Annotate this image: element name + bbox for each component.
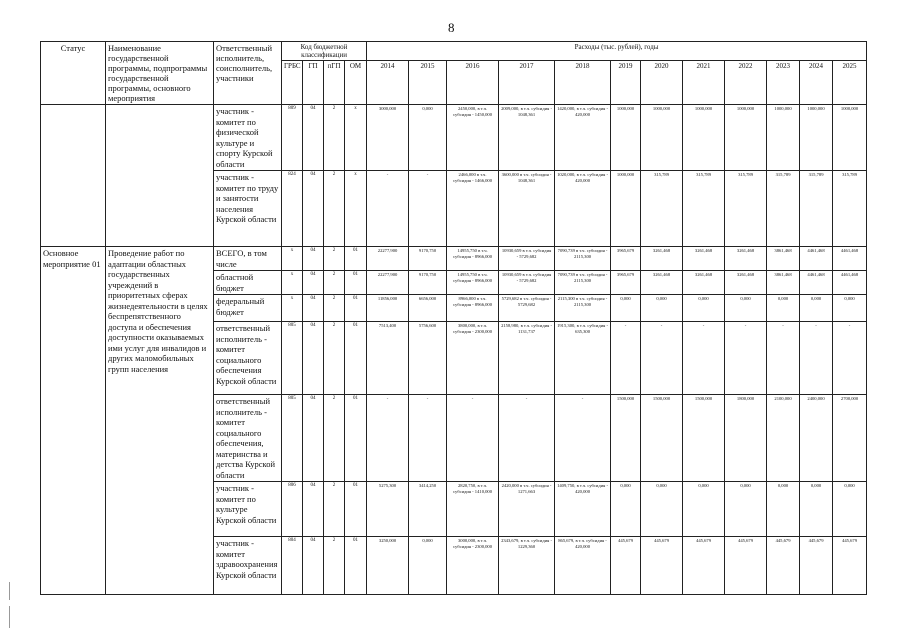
value-cell: 5729,682 в т.ч. субсидия - 5729,682 (499, 295, 555, 322)
value-cell: 4461,468 (800, 247, 833, 271)
value-cell: 22277,900 (367, 247, 409, 271)
value-cell: 1000,000 (683, 105, 725, 171)
budget-table-sheet (40, 41, 866, 595)
header-name: Наименование государственной программы, подпрограммы государственной программы, основного мероприятия (106, 42, 214, 105)
value-cell: - (767, 322, 800, 395)
value-cell: - (725, 322, 767, 395)
code-col-header: пГП (324, 61, 345, 105)
value-cell: 2158,980, в т.ч. субсидия - 1131,737 (499, 322, 555, 395)
code-cell: 2 (324, 395, 345, 482)
value-cell: 1500,000 (641, 395, 683, 482)
value-cell: 3261,468 (683, 271, 725, 295)
value-cell: 3000,000 (367, 105, 409, 171)
value-cell: 445,679 (833, 537, 867, 595)
scan-mark (9, 582, 10, 600)
value-cell: 3261,468 (683, 247, 725, 271)
value-cell: 3861,468 (767, 271, 800, 295)
code-cell: х (282, 295, 303, 322)
value-cell: 1000,000 (611, 171, 641, 247)
value-cell: 315,789 (833, 171, 867, 247)
code-cell: х (345, 171, 367, 247)
executor-cell: ответственный исполнитель - комитет социального обеспечения, материнства и детства Курской области (214, 395, 282, 482)
value-cell: 0,000 (611, 482, 641, 537)
code-cell: 04 (303, 295, 324, 322)
name-cell (106, 105, 214, 247)
value-cell: 11856,000 (367, 295, 409, 322)
year-header: 2015 (409, 61, 447, 105)
value-cell: - (683, 322, 725, 395)
value-cell: 4461,468 (833, 247, 867, 271)
table-row (41, 247, 867, 271)
status-cell: Основное мероприятие 01 (41, 247, 106, 595)
value-cell: - (409, 395, 447, 482)
code-cell: 804 (282, 537, 303, 595)
year-header: 2014 (367, 61, 409, 105)
value-cell: 10930,659 в т.ч. субсидия - 5729,682 (499, 271, 555, 295)
value-cell: 0,000 (767, 482, 800, 537)
header-expenses: Расходы (тыс. рублей), годы (367, 42, 867, 61)
value-cell: 1500,000 (611, 395, 641, 482)
header-budget-code: Код бюджетной классификации (282, 42, 367, 61)
value-cell: 4461,468 (833, 271, 867, 295)
value-cell: 2100,000 (767, 395, 800, 482)
value-cell: 10930,659 в т.ч. субсидия - 5729,682 (499, 247, 555, 271)
value-cell: 1000,000 (767, 105, 800, 171)
year-header: 2019 (611, 61, 641, 105)
executor-cell: ответственный исполнитель - комитет социального обеспечения Курской области (214, 322, 282, 395)
value-cell: 5275,300 (367, 482, 409, 537)
value-cell: 0,000 (833, 295, 867, 322)
value-cell: 315,789 (641, 171, 683, 247)
code-col-header: ОМ (345, 61, 367, 105)
executor-cell: участник - комитет по культуре Курской области (214, 482, 282, 537)
value-cell: 8966,000 в т.ч. субсидия - 8966,000 (447, 295, 499, 322)
value-cell: 315,789 (725, 171, 767, 247)
value-cell: 2343,679, в т.ч. субсидия - 1229,360 (499, 537, 555, 595)
value-cell: 0,000 (641, 482, 683, 537)
value-cell: - (611, 322, 641, 395)
year-header: 2017 (499, 61, 555, 105)
value-cell: 4461,468 (800, 271, 833, 295)
code-cell: 824 (282, 171, 303, 247)
value-cell: 3965,679 (611, 247, 641, 271)
value-cell: 2450,000, в т.ч. субсидия - 1450,000 (447, 105, 499, 171)
value-cell: 9170,750 (409, 247, 447, 271)
value-cell: 3414,250 (409, 482, 447, 537)
value-cell: 1915,300, в т.ч. субсидия - 635,300 (555, 322, 611, 395)
value-cell: 0,000 (683, 295, 725, 322)
code-cell: 809 (282, 105, 303, 171)
value-cell: 1000,000 (725, 105, 767, 171)
code-cell: 805 (282, 395, 303, 482)
code-col-header: ГРБС (282, 61, 303, 105)
value-cell: 1000,000 (611, 105, 641, 171)
value-cell: 14955,750 в т.ч. субсидия - 8966,000 (447, 271, 499, 295)
year-header: 2016 (447, 61, 499, 105)
value-cell: 2420,000 в т.ч. субсидия - 1271,663 (499, 482, 555, 537)
value-cell: 2400,000 (800, 395, 833, 482)
value-cell: 0,000 (725, 295, 767, 322)
executor-cell: федеральный бюджет (214, 295, 282, 322)
value-cell: 1500,000 (683, 395, 725, 482)
status-cell (41, 105, 106, 247)
table-row (41, 105, 867, 171)
value-cell: 1000,000 (833, 105, 867, 171)
code-cell: 01 (345, 395, 367, 482)
value-cell: - (447, 395, 499, 482)
code-cell: х (282, 247, 303, 271)
value-cell: 3261,468 (641, 247, 683, 271)
value-cell: 14955,750 в т.ч. субсидия - 8966,000 (447, 247, 499, 271)
code-cell: 2 (324, 247, 345, 271)
value-cell: 3600,000 в т.ч. субсидия - 1048,361 (499, 171, 555, 247)
value-cell: 3250,000 (367, 537, 409, 595)
header-status: Статус (41, 42, 106, 105)
code-cell: 04 (303, 395, 324, 482)
code-cell: 04 (303, 105, 324, 171)
value-cell: 1000,000 (641, 105, 683, 171)
code-cell: 2 (324, 171, 345, 247)
name-cell: Проведение работ по адаптации областных государственных учреждений в приоритетных сферах жизнедеятельности в целях беспрепятственного доступа и обеспечения доступности оказываемых ими услуг для инвалидов и других маломобильных групп населения (106, 247, 214, 595)
value-cell: 3261,468 (725, 271, 767, 295)
value-cell: - (409, 171, 447, 247)
value-cell: 1800,000 (725, 395, 767, 482)
value-cell: 7090,739 в т.ч. субсидия - 2115,300 (555, 271, 611, 295)
value-cell: - (367, 395, 409, 482)
code-cell: 04 (303, 537, 324, 595)
code-cell: 805 (282, 322, 303, 395)
value-cell: 1000,000 (800, 105, 833, 171)
code-cell: 806 (282, 482, 303, 537)
value-cell: 445,679 (611, 537, 641, 595)
value-cell: 445,679 (767, 537, 800, 595)
year-header: 2018 (555, 61, 611, 105)
value-cell: 7513,400 (367, 322, 409, 395)
value-cell: 3261,468 (725, 247, 767, 271)
value-cell: 315,789 (800, 171, 833, 247)
value-cell: 0,000 (409, 537, 447, 595)
value-cell: 445,679 (725, 537, 767, 595)
value-cell: 315,789 (767, 171, 800, 247)
page-number: 8 (448, 20, 455, 35)
value-cell: - (641, 322, 683, 395)
code-cell: 2 (324, 322, 345, 395)
header-executor: Ответственный исполнитель, соисполнитель, участники (214, 42, 282, 105)
year-header: 2020 (641, 61, 683, 105)
value-cell: 0,000 (725, 482, 767, 537)
value-cell: 0,000 (800, 295, 833, 322)
value-cell: 2700,000 (833, 395, 867, 482)
executor-cell: участник - комитет здравоохранения Курской области (214, 537, 282, 595)
year-header: 2022 (725, 61, 767, 105)
value-cell: 0,000 (833, 482, 867, 537)
value-cell: 2009,000, в т.ч. субсидия - 1048,361 (499, 105, 555, 171)
code-col-header: ГП (303, 61, 324, 105)
value-cell: - (555, 395, 611, 482)
code-cell: х (282, 271, 303, 295)
code-cell: 04 (303, 247, 324, 271)
year-header: 2024 (800, 61, 833, 105)
code-cell: 2 (324, 271, 345, 295)
value-cell: 3861,468 (767, 247, 800, 271)
value-cell: 1420,000, в т.ч. субсидия - 420,000 (555, 105, 611, 171)
value-cell: 315,789 (683, 171, 725, 247)
value-cell: 0,000 (641, 295, 683, 322)
code-cell: 01 (345, 537, 367, 595)
value-cell: 7090,739 в т.ч. субсидия - 2115,300 (555, 247, 611, 271)
year-header: 2021 (683, 61, 725, 105)
code-cell: х (345, 105, 367, 171)
value-cell: 0,000 (409, 105, 447, 171)
value-cell: - (367, 171, 409, 247)
code-cell: 04 (303, 482, 324, 537)
value-cell: - (833, 322, 867, 395)
value-cell: - (800, 322, 833, 395)
value-cell: 0,000 (683, 482, 725, 537)
value-cell: 9170,750 (409, 271, 447, 295)
value-cell: 0,000 (800, 482, 833, 537)
code-cell: 04 (303, 322, 324, 395)
code-cell: 01 (345, 322, 367, 395)
value-cell: 2115,300 в т.ч. субсидия - 2115,300 (555, 295, 611, 322)
value-cell: 2820,750, в т.ч. субсидия - 1410,000 (447, 482, 499, 537)
code-cell: 2 (324, 105, 345, 171)
code-cell: 01 (345, 295, 367, 322)
value-cell: 2466,000 в т.ч. субсидия - 1466,000 (447, 171, 499, 247)
budget-table (40, 41, 867, 595)
executor-cell: участник - комитет по физической культуре и спорту Курской области (214, 105, 282, 171)
executor-cell: ВСЕГО, в том числе (214, 247, 282, 271)
code-cell: 01 (345, 247, 367, 271)
scan-mark (9, 606, 10, 628)
code-cell: 2 (324, 537, 345, 595)
value-cell: 1020,000, в т.ч. субсидия - 420,000 (555, 171, 611, 247)
value-cell: - (499, 395, 555, 482)
value-cell: 865,679, в т.ч. субсидия - 420,000 (555, 537, 611, 595)
value-cell: 3965,679 (611, 271, 641, 295)
value-cell: 22277,900 (367, 271, 409, 295)
year-header: 2023 (767, 61, 800, 105)
code-cell: 01 (345, 482, 367, 537)
value-cell: 445,679 (641, 537, 683, 595)
value-cell: 0,000 (767, 295, 800, 322)
value-cell: 0,000 (611, 295, 641, 322)
code-cell: 2 (324, 295, 345, 322)
executor-cell: областной бюджет (214, 271, 282, 295)
value-cell: 5756,600 (409, 322, 447, 395)
value-cell: 1409,750, в т.ч. субсидия - 420,000 (555, 482, 611, 537)
code-cell: 2 (324, 482, 345, 537)
code-cell: 04 (303, 271, 324, 295)
value-cell: 3800,000, в т.ч. субсидия - 2300,000 (447, 322, 499, 395)
code-cell: 01 (345, 271, 367, 295)
code-cell: 04 (303, 171, 324, 247)
value-cell: 445,679 (800, 537, 833, 595)
value-cell: 3000,000, в т.ч. субсидия - 2300,000 (447, 537, 499, 595)
value-cell: 6656,000 (409, 295, 447, 322)
value-cell: 3261,468 (641, 271, 683, 295)
executor-cell: участник - комитет по труду и занятости населения Курской области (214, 171, 282, 247)
value-cell: 445,679 (683, 537, 725, 595)
year-header: 2025 (833, 61, 867, 105)
